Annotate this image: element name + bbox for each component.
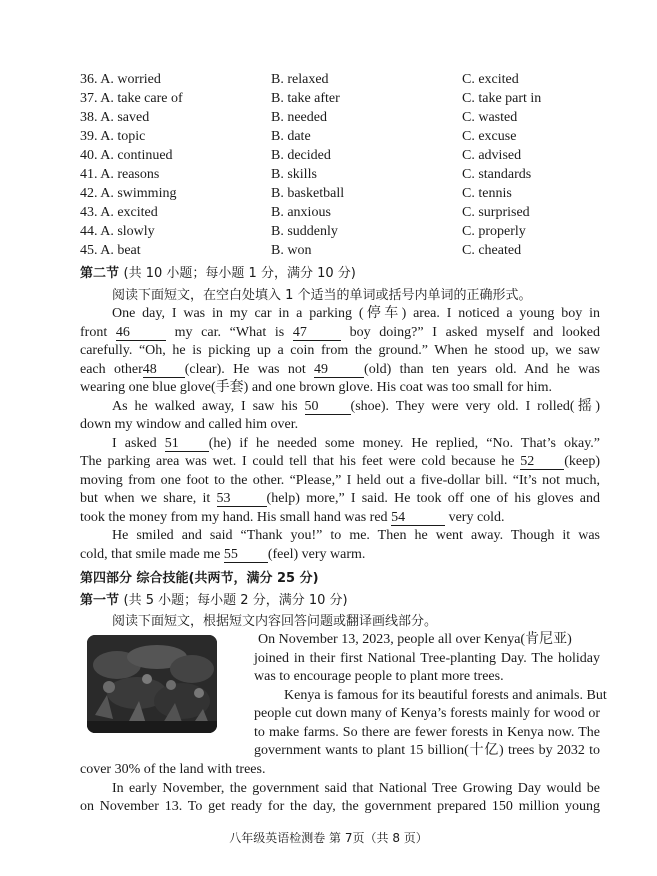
option-a: 40. A. continued bbox=[80, 148, 173, 163]
blank-51[interactable]: 51 bbox=[165, 436, 209, 452]
option-row-44 bbox=[80, 222, 600, 241]
blank-47[interactable]: 47 bbox=[293, 325, 341, 341]
option-c: C. cheated bbox=[462, 243, 522, 258]
text: (clear). He was not bbox=[184, 361, 306, 377]
option-row-38 bbox=[80, 108, 600, 127]
option-c: C. advised bbox=[462, 148, 522, 163]
part-title: 第四部分 综合技能 bbox=[80, 571, 189, 586]
text: (help) more,” I said. He took off one of his gloves and bbox=[266, 491, 600, 506]
text: The parking area was wet. I could tell that his feet were cold because he bbox=[80, 454, 515, 469]
text: (he) if he needed some money. He replied, “No. That’s okay.” bbox=[208, 435, 601, 451]
blank-49[interactable]: 49 bbox=[314, 362, 364, 378]
option-c: C. excited bbox=[462, 72, 519, 87]
option-row-39 bbox=[80, 127, 600, 146]
text: (feel) very warm. bbox=[267, 546, 366, 562]
tree-planting-photo bbox=[87, 635, 217, 733]
section-title: 第二节 bbox=[80, 266, 120, 281]
section-note: (共 5 小题；每小题 2 分，满分 10 分) bbox=[123, 593, 348, 608]
passage-line bbox=[80, 435, 600, 454]
text: As he walked away, I saw his bbox=[112, 398, 298, 414]
section-instruction: 阅读下面短文，在空白处填入 1 个适当的单词或括号内单词的正确形式。 bbox=[112, 288, 532, 303]
option-row-45 bbox=[80, 241, 600, 260]
option-row-41 bbox=[80, 165, 600, 184]
text: (old) than ten years old. And he was bbox=[364, 361, 600, 377]
text: I asked bbox=[112, 435, 157, 451]
passage-line bbox=[80, 490, 600, 509]
option-b: B. date bbox=[271, 129, 311, 144]
section-instruction: 阅读下面短文，根据短文内容回答问题或翻译画线部分。 bbox=[112, 614, 438, 629]
section-heading bbox=[80, 589, 348, 608]
passage-line: In early November, the government said that National Tree Growing Day would be bbox=[112, 780, 600, 796]
blank-50[interactable]: 50 bbox=[305, 399, 351, 415]
option-b: B. won bbox=[271, 243, 312, 258]
text: took the money from my hand. His small hand was red bbox=[80, 509, 388, 525]
section-heading bbox=[80, 262, 356, 281]
blank-55[interactable]: 55 bbox=[224, 547, 268, 563]
passage-line bbox=[80, 398, 600, 417]
option-c: C. properly bbox=[462, 224, 526, 239]
option-a: 39. A. topic bbox=[80, 129, 146, 144]
text: cold, that smile made me bbox=[80, 546, 221, 562]
text: front bbox=[80, 324, 108, 340]
options-list bbox=[80, 70, 600, 260]
part-note: (共两节，满分 25 分) bbox=[188, 571, 319, 586]
option-c: C. tennis bbox=[462, 186, 512, 201]
section-note: (共 10 小题；每小题 1 分，满分 10 分) bbox=[123, 266, 356, 281]
option-b: B. basketball bbox=[271, 186, 345, 201]
option-a: 45. A. beat bbox=[80, 243, 141, 258]
blank-46[interactable]: 46 bbox=[116, 325, 166, 341]
text: each other bbox=[80, 361, 143, 377]
blank-53[interactable]: 53 bbox=[217, 491, 267, 507]
option-b: B. take after bbox=[271, 91, 340, 106]
reading-passage-top bbox=[254, 631, 607, 761]
passage-line: people cut down many of Kenya’s forests mainly for wood or bbox=[254, 706, 600, 721]
passage-line: Kenya is famous for its beautiful forests and animals. But bbox=[284, 687, 607, 703]
option-b: B. relaxed bbox=[271, 72, 329, 87]
passage-line: to make farms. So there are fewer forests in Kenya now. The bbox=[254, 724, 600, 740]
option-a: 42. A. swimming bbox=[80, 186, 177, 201]
option-row-42 bbox=[80, 184, 600, 203]
option-a: 37. A. take care of bbox=[80, 91, 183, 106]
passage-line: wearing one blue glove(手套) and one brown glove. His coat was too small for him. bbox=[80, 380, 553, 395]
passage-line bbox=[80, 361, 600, 380]
photo-image bbox=[87, 635, 217, 733]
passage-line: cover 30% of the land with trees. bbox=[80, 762, 266, 777]
reading-passage-bottom bbox=[80, 761, 600, 817]
page-footer: 八年级英语检测卷 第 7页（共 8 页） bbox=[229, 831, 428, 845]
option-c: C. standards bbox=[462, 167, 532, 182]
option-row-40 bbox=[80, 146, 600, 165]
option-b: B. decided bbox=[271, 148, 331, 163]
passage-line: carefully. “Oh, he is picking up a coin from the ground.” When he stood up, we saw bbox=[80, 343, 600, 358]
passage-line: down my window and called him over. bbox=[80, 417, 299, 432]
option-a: 38. A. saved bbox=[80, 110, 150, 125]
text: (shoe). They were very old. I rolled(摇) bbox=[350, 398, 601, 414]
text: my car. “What is bbox=[174, 324, 285, 340]
option-b: B. needed bbox=[271, 110, 327, 125]
option-a: 36. A. worried bbox=[80, 72, 161, 87]
passage-line: was to encourage people to plant more trees. bbox=[254, 669, 504, 684]
cloze-passage bbox=[80, 305, 600, 564]
option-row-37 bbox=[80, 89, 600, 108]
passage-line: He smiled and said “Thank you!” to me. Then he went away. Though it was bbox=[112, 528, 600, 543]
blank-48[interactable]: 48 bbox=[143, 362, 185, 378]
passage-line: On November 13, 2023, people all over Kenya(肯尼亚) bbox=[258, 632, 572, 647]
section-title: 第一节 bbox=[80, 593, 120, 608]
option-a: 43. A. excited bbox=[80, 205, 158, 220]
passage-line: moving from one foot to the other. “Please,” I held out a five-dollar bill. “It’s not much, bbox=[80, 472, 600, 488]
text: (keep) bbox=[564, 454, 601, 469]
option-row-43 bbox=[80, 203, 600, 222]
option-a: 41. A. reasons bbox=[80, 167, 160, 182]
text: but when we share, it bbox=[80, 491, 211, 506]
option-b: B. skills bbox=[271, 167, 317, 182]
passage-line bbox=[80, 453, 600, 472]
passage-line bbox=[80, 546, 600, 565]
option-b: B. anxious bbox=[271, 205, 331, 220]
option-a: 44. A. slowly bbox=[80, 224, 155, 239]
option-row-36 bbox=[80, 70, 600, 89]
option-c: C. take part in bbox=[462, 91, 542, 106]
option-c: C. excuse bbox=[462, 129, 517, 144]
passage-line: government wants to plant 15 billion(十亿) trees by 2032 to bbox=[254, 743, 600, 758]
option-c: C. wasted bbox=[462, 110, 518, 125]
blank-52[interactable]: 52 bbox=[520, 454, 564, 470]
passage-line: One day, I was in my car in a parking (停车) area. I noticed a young boy in bbox=[112, 306, 600, 321]
option-b: B. suddenly bbox=[271, 224, 338, 239]
passage-line bbox=[80, 509, 600, 528]
blank-54[interactable]: 54 bbox=[391, 510, 445, 526]
text: very cold. bbox=[448, 509, 505, 525]
text: boy doing?” I asked myself and looked bbox=[349, 324, 601, 340]
passage-line bbox=[80, 324, 600, 343]
passage-line: on November 13. To get ready for the day, the government prepared 150 million young bbox=[80, 799, 600, 814]
passage-line: joined in their first National Tree-planting Day. The holiday bbox=[254, 650, 600, 666]
option-c: C. surprised bbox=[462, 205, 530, 220]
part-heading bbox=[80, 567, 319, 586]
